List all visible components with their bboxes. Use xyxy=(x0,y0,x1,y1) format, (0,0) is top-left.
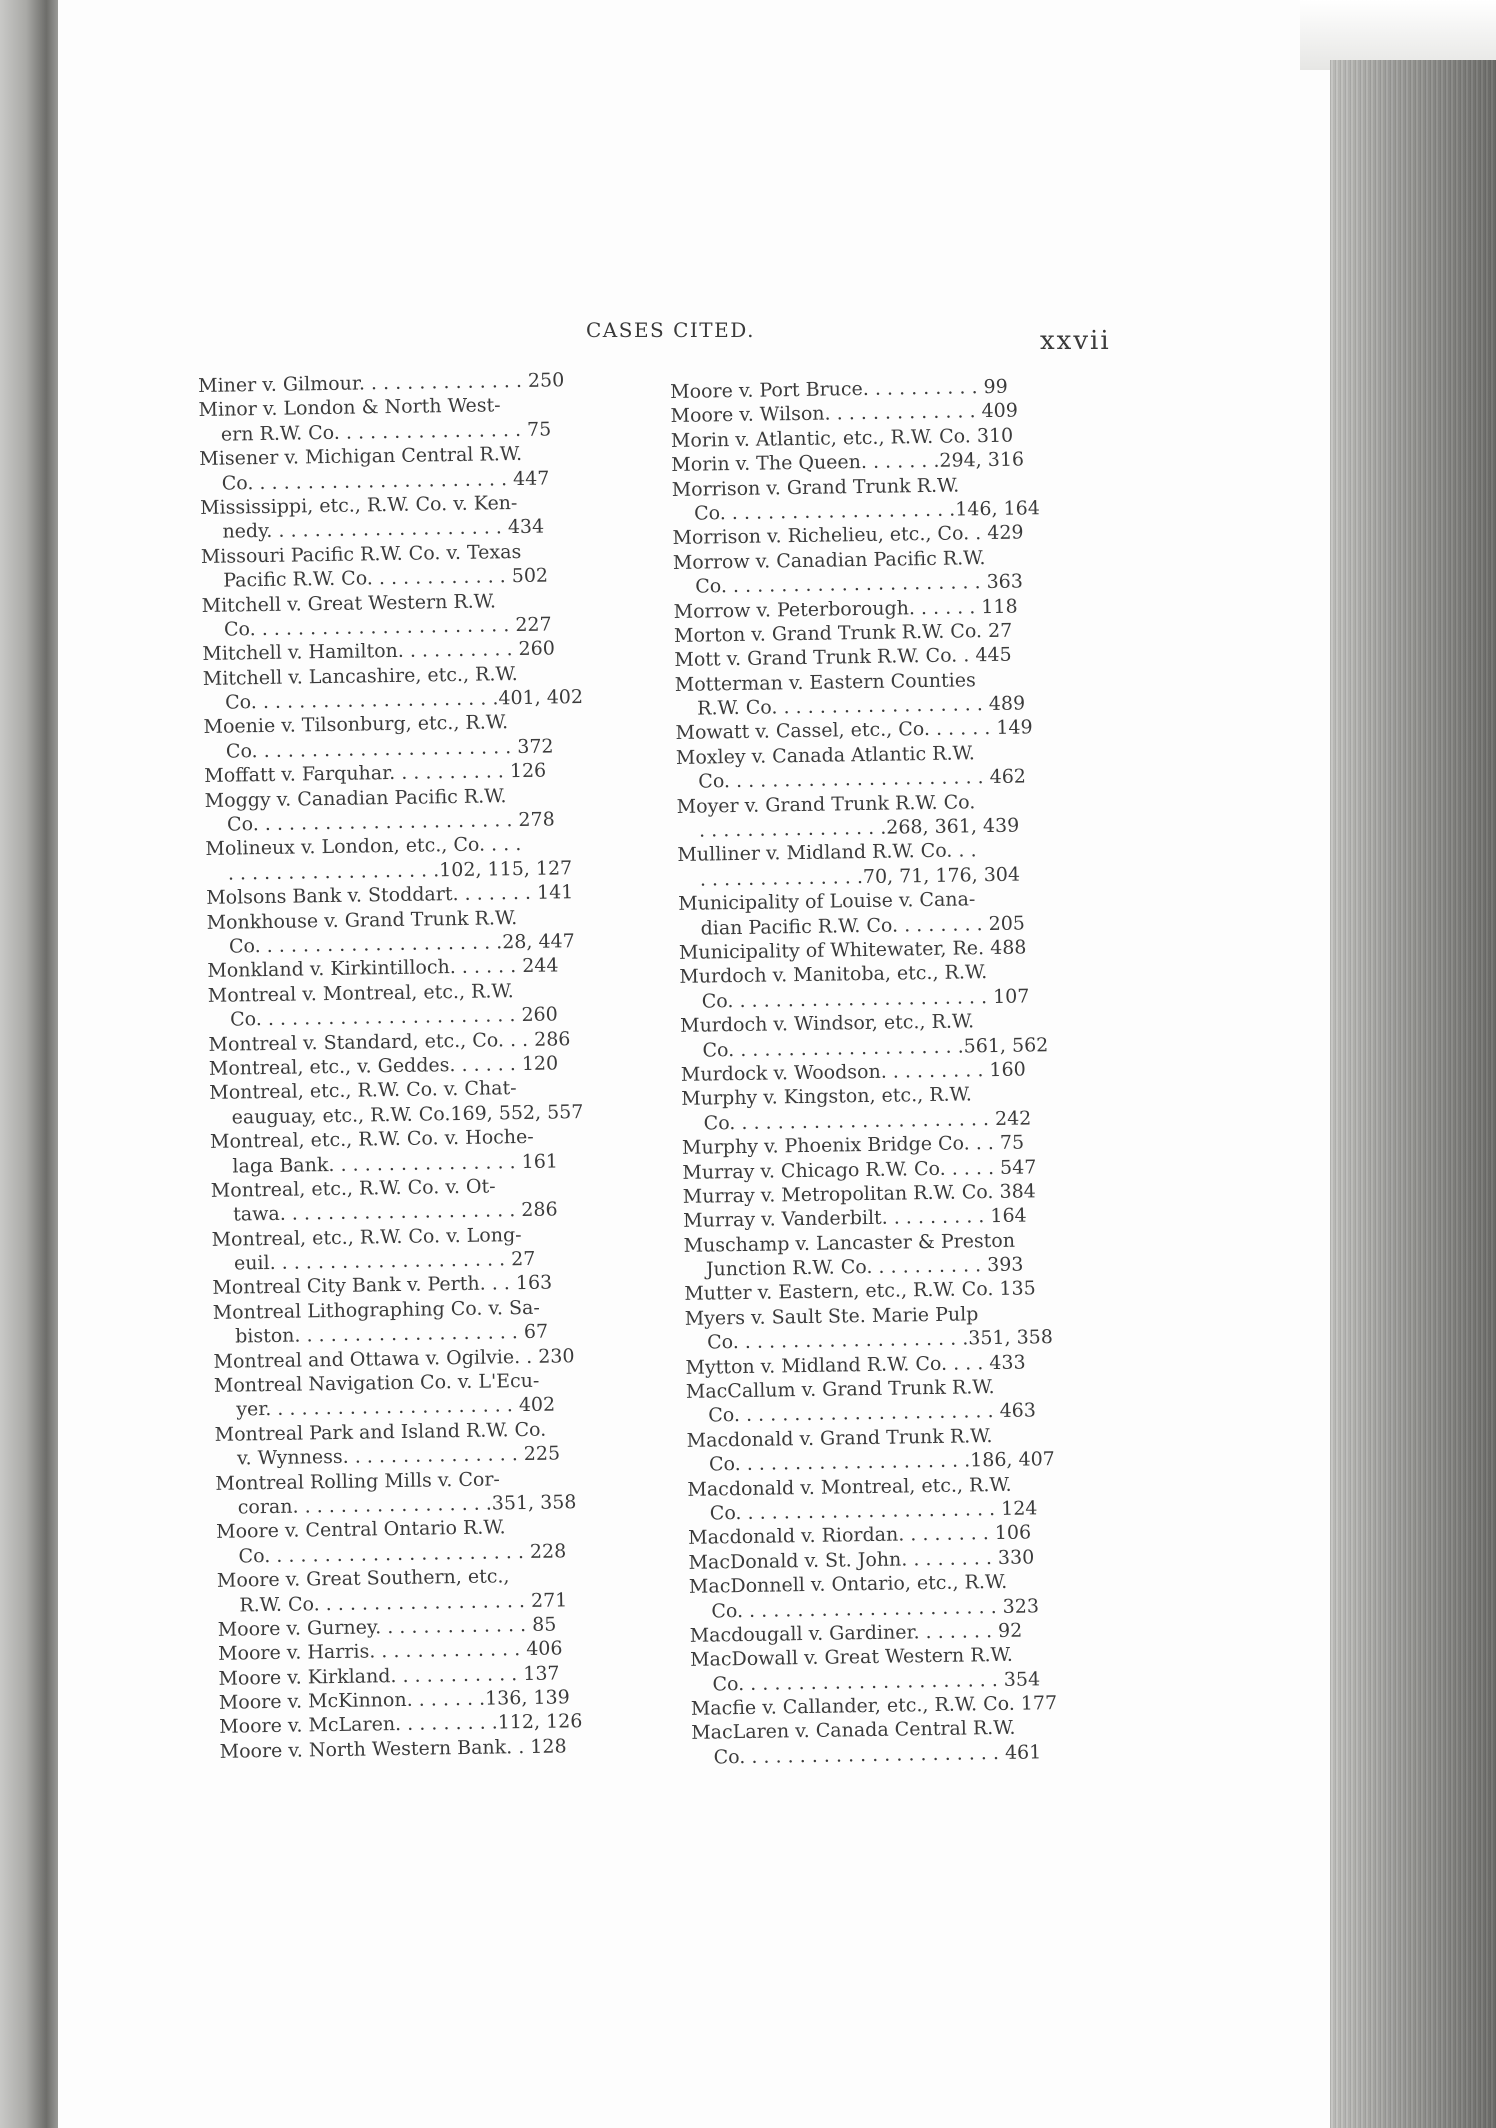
page-number: xxvii xyxy=(1040,326,1111,356)
case-entry-line: MacDonald v. St. John. . . . . . . . 330 xyxy=(688,1546,1035,1574)
case-entry-line: Morrison v. Richelieu, etc., Co. . 429 xyxy=(672,521,1024,550)
case-entry-line: Moenie v. Tilsonburg, etc., R.W. xyxy=(203,711,509,739)
case-entry-line: Montreal, etc., R.W. Co. v. Chat- xyxy=(209,1077,517,1105)
case-entry-line: Montreal v. Standard, etc., Co. . . 286 xyxy=(208,1027,571,1056)
case-entry-line: Moore v. Great Southern, etc., xyxy=(216,1565,510,1592)
case-entry-line: MacLaren v. Canada Central R.W. xyxy=(691,1717,1016,1745)
case-entry-line: Montreal, etc., R.W. Co. v. Ot- xyxy=(210,1175,496,1202)
case-entry-line: Monkhouse v. Grand Trunk R.W. xyxy=(206,906,518,934)
book-spine-edge xyxy=(0,0,58,2128)
case-entry-line: Macdougall v. Gardiner. . . . . . . 92 xyxy=(689,1619,1023,1647)
case-entry-line: Co. . . . . . . . . . . . . . . . . . . . . . 124 xyxy=(709,1497,1038,1525)
case-entry-line: Murray v. Metropolitan R.W. Co. 384 xyxy=(682,1180,1036,1208)
case-entry-line: Moore v. Harris. . . . . . . . . . . . . 406 xyxy=(217,1637,563,1666)
case-entry-line: Murdock v. Woodson. . . . . . . . . 160 xyxy=(680,1058,1026,1086)
case-entry-line: Moore v. North Western Bank. . 128 xyxy=(219,1735,567,1763)
case-entry-line: Moffatt v. Farquhar. . . . . . . . . . 126 xyxy=(204,759,547,788)
case-entry-line: Moore v. McKinnon. . . . . . .136, 139 xyxy=(218,1686,570,1714)
case-entry-line: Montreal Navigation Co. v. L'Ecu- xyxy=(213,1369,540,1397)
case-entry-line: Murray v. Chicago R.W. Co. . . . . 547 xyxy=(682,1155,1037,1184)
case-entry-line: Molsons Bank v. Stoddart. . . . . . . 141 xyxy=(206,881,574,910)
case-entry-line: Mytton v. Midland R.W. Co. . . . 433 xyxy=(685,1351,1026,1379)
case-entry-line: Montreal City Bank v. Perth. . . 163 xyxy=(212,1272,553,1300)
case-entry-line: biston. . . . . . . . . . . . . . . . . . . 67 xyxy=(234,1320,549,1348)
case-entry-line: Macdonald v. Grand Trunk R.W. xyxy=(686,1424,993,1452)
case-entry-line: Montreal, etc., R.W. Co. v. Hoche- xyxy=(209,1125,534,1154)
case-entry-line: Montreal Park and Island R.W. Co. xyxy=(214,1418,547,1446)
case-entry-line: Co. . . . . . . . . . . . . . . . . . . .186, 407 xyxy=(708,1448,1055,1476)
case-entry-line: eauguay, etc., R.W. Co.169, 552, 557 xyxy=(231,1100,584,1129)
case-entry-line: Murdoch v. Windsor, etc., R.W. xyxy=(679,1010,975,1038)
case-entry-line: Murphy v. Phoenix Bridge Co. . . 75 xyxy=(681,1131,1025,1160)
case-entry-line: dian Pacific R.W. Co. . . . . . . . 205 xyxy=(700,912,1026,940)
case-entry-line: Moxley v. Canada Atlantic R.W. xyxy=(675,742,975,769)
case-entry-line: Missouri Pacific R.W. Co. v. Texas xyxy=(200,540,522,568)
case-entry-line: . . . . . . . . . . . . . .70, 71, 176, 304 xyxy=(699,863,1021,891)
case-entry-line: coran. . . . . . . . . . . . . . . . .351, 358 xyxy=(237,1491,577,1519)
case-entry-line: Murdoch v. Manitoba, etc., R.W. xyxy=(679,961,988,989)
case-entry-line: Mutter v. Eastern, etc., R.W. Co. 135 xyxy=(684,1277,1036,1306)
case-entry-line: Mott v. Grand Trunk R.W. Co. . 445 xyxy=(674,643,1012,672)
case-entry-line: Montreal Lithographing Co. v. Sa- xyxy=(212,1296,540,1324)
case-entry-line: Morin v. The Queen. . . . . . .294, 316 xyxy=(671,448,1025,477)
case-entry-line: Co. . . . . . . . . . . . . . . . . . . .561, 562 xyxy=(702,1033,1049,1062)
case-entry-line: ern R.W. Co. . . . . . . . . . . . . . . . 75 xyxy=(220,418,552,446)
case-entry-line: Montreal, etc., v. Geddes. . . . . . 120 xyxy=(208,1052,559,1080)
case-entry-line: Co. . . . . . . . . . . . . . . . . . . . . . 461 xyxy=(713,1741,1042,1769)
case-entry-line: Mulliner v. Midland R.W. Co. . . xyxy=(677,839,977,867)
case-entry-line: v. Wynness. . . . . . . . . . . . . . . 225 xyxy=(236,1442,561,1470)
case-entry-line: Co. . . . . . . . . . . . . . . . . . . . . . 323 xyxy=(711,1594,1040,1623)
case-entry-line: Mitchell v. Lancashire, etc., R.W. xyxy=(202,662,518,690)
case-entry-line: Moore v. Wilson. . . . . . . . . . . . . 409 xyxy=(670,399,1019,428)
case-entry-line: Montreal v. Montreal, etc., R.W. xyxy=(207,979,514,1007)
case-entry-line: R.W. Co. . . . . . . . . . . . . . . . . . 489 xyxy=(696,692,1026,720)
case-entry-line: Macdonald v. Riordan. . . . . . . . 106 xyxy=(688,1521,1032,1550)
case-entry-line: nedy. . . . . . . . . . . . . . . . . . . . 434 xyxy=(222,515,545,543)
case-entry-line: Minor v. London & North West- xyxy=(198,394,501,422)
case-entry-line: Co. . . . . . . . . . . . . . . . . . . .146, 164 xyxy=(693,497,1041,525)
case-entry-line: Co. . . . . . . . . . . . . . . . . . . . . . 242 xyxy=(703,1107,1032,1135)
case-entry-line: Myers v. Sault Ste. Marie Pulp xyxy=(684,1303,979,1330)
case-entry-line: . . . . . . . . . . . . . . . . . .102, 115, 127 xyxy=(227,856,573,885)
case-entry-line: R.W. Co. . . . . . . . . . . . . . . . . . 271 xyxy=(239,1588,568,1617)
case-entry-line: Pacific R.W. Co. . . . . . . . . . . . 502 xyxy=(223,564,549,592)
case-entry-line: . . . . . . . . . . . . . . . .268, 361, 439 xyxy=(698,814,1020,842)
case-entry-line: Moore v. McLaren. . . . . . . . .112, 126 xyxy=(219,1710,583,1739)
case-entry-line: Montreal and Ottawa v. Ogilvie. . 230 xyxy=(213,1344,575,1373)
case-entry-line: Morton v. Grand Trunk R.W. Co. 27 xyxy=(673,619,1013,647)
case-entry-line: Co. . . . . . . . . . . . . . . . . . . . . . 278 xyxy=(226,808,555,836)
case-entry-line: Moore v. Kirkland. . . . . . . . . . . 137 xyxy=(218,1662,560,1690)
case-entry-line: Morrison v. Grand Trunk R.W. xyxy=(671,474,960,501)
case-entry-line: Moore v. Central Ontario R.W. xyxy=(216,1516,506,1544)
case-entry-line: Motterman v. Eastern Counties xyxy=(674,668,976,696)
case-entry-line: Muschamp v. Lancaster & Preston xyxy=(683,1229,1016,1257)
running-header-title: CASES CITED. xyxy=(586,318,755,342)
case-entry-line: MacCallum v. Grand Trunk R.W. xyxy=(685,1376,995,1403)
case-entry-line: Macfie v. Callander, etc., R.W. Co. 177 xyxy=(690,1692,1058,1720)
case-entry-line: Co. . . . . . . . . . . . . . . . . . . . . . 227 xyxy=(223,613,552,641)
case-entry-line: Co. . . . . . . . . . . . . . . . . . . . . . 107 xyxy=(701,985,1030,1013)
case-entry-line: Moyer v. Grand Trunk R.W. Co. xyxy=(676,790,976,818)
page-stack-edge xyxy=(1330,60,1496,2128)
case-entry-line: yer. . . . . . . . . . . . . . . . . . . . . 402 xyxy=(236,1393,556,1421)
case-entry-line: Macdonald v. Montreal, etc., R.W. xyxy=(687,1473,1012,1501)
case-entry-line: Moore v. Gurney. . . . . . . . . . . . . 85 xyxy=(217,1613,557,1641)
case-entry-line: Morrow v. Canadian Pacific R.W. xyxy=(672,546,986,574)
case-entry-line: Co. . . . . . . . . . . . . . . . . . . . . . 354 xyxy=(712,1668,1041,1696)
case-entry-line: Municipality of Whitewater, Re. 488 xyxy=(678,936,1027,964)
case-entry-line: euil. . . . . . . . . . . . . . . . . . . . 27 xyxy=(233,1247,536,1275)
case-entry-line: Montreal, etc., R.W. Co. v. Long- xyxy=(211,1223,522,1251)
case-entry-line: Miner v. Gilmour. . . . . . . . . . . . . . 250 xyxy=(198,369,565,397)
case-entry-line: MacDonnell v. Ontario, etc., R.W. xyxy=(688,1570,1008,1598)
case-entry-line: Co. . . . . . . . . . . . . . . . . . . . .401, 402 xyxy=(224,686,584,714)
case-entry-line: Monkland v. Kirkintilloch. . . . . . 244 xyxy=(207,954,559,983)
case-entry-line: Co. . . . . . . . . . . . . . . . . . . .351, 358 xyxy=(706,1326,1054,1354)
case-entry-line: tawa. . . . . . . . . . . . . . . . . . . . 286 xyxy=(233,1198,558,1226)
case-entry-line: Mowatt v. Cassel, etc., Co. . . . . . 149 xyxy=(675,716,1033,745)
case-entry-line: Moore v. Port Bruce. . . . . . . . . . 99 xyxy=(670,375,1008,403)
case-entry-line: Co. . . . . . . . . . . . . . . . . . . . . . 260 xyxy=(229,1003,558,1031)
case-entry-line: Co. . . . . . . . . . . . . . . . . . . . . . 462 xyxy=(698,765,1027,793)
case-entry-line: Murphy v. Kingston, etc., R.W. xyxy=(681,1083,972,1111)
case-entry-line: Co. . . . . . . . . . . . . . . . . . . . . . 447 xyxy=(221,467,550,495)
case-entry-line: Co. . . . . . . . . . . . . . . . . . . . . . 228 xyxy=(238,1540,567,1568)
case-entry-line: laga Bank. . . . . . . . . . . . . . . . 161 xyxy=(232,1149,559,1178)
case-entry-line: Moggy v. Canadian Pacific R.W. xyxy=(204,784,507,812)
case-entry-line: MacDowall v. Great Western R.W. xyxy=(689,1644,1013,1672)
case-entry-line: Co. . . . . . . . . . . . . . . . . . . . . . 363 xyxy=(695,570,1024,598)
case-entry-line: Co. . . . . . . . . . . . . . . . . . . . .28, 447 xyxy=(228,930,575,958)
case-entry-line: Co. . . . . . . . . . . . . . . . . . . . . . 372 xyxy=(225,735,554,763)
left-column xyxy=(198,367,650,1764)
case-entry-line: Montreal Rolling Mills v. Cor- xyxy=(215,1467,501,1495)
case-entry-line: Co. . . . . . . . . . . . . . . . . . . . . . 463 xyxy=(708,1399,1037,1427)
case-entry-line: Mississippi, etc., R.W. Co. v. Ken- xyxy=(199,491,518,519)
case-entry-line: Molineux v. London, etc., Co. . . . xyxy=(205,833,522,861)
case-entry-line: Murray v. Vanderbilt. . . . . . . . . 164 xyxy=(683,1204,1027,1233)
case-entry-line: Morrow v. Peterborough. . . . . . 118 xyxy=(673,595,1018,623)
case-entry-line: Municipality of Louise v. Cana- xyxy=(678,888,976,916)
case-entry-line: Misener v. Michigan Central R.W. xyxy=(199,443,523,471)
right-column xyxy=(670,373,1122,1770)
case-entry-line: Morin v. Atlantic, etc., R.W. Co. 310 xyxy=(670,424,1014,452)
case-entry-line: Mitchell v. Hamilton. . . . . . . . . . 260 xyxy=(202,637,556,666)
case-entry-line: Junction R.W. Co. . . . . . . . . . 393 xyxy=(705,1253,1024,1281)
case-entry-line: Mitchell v. Great Western R.W. xyxy=(201,589,497,617)
